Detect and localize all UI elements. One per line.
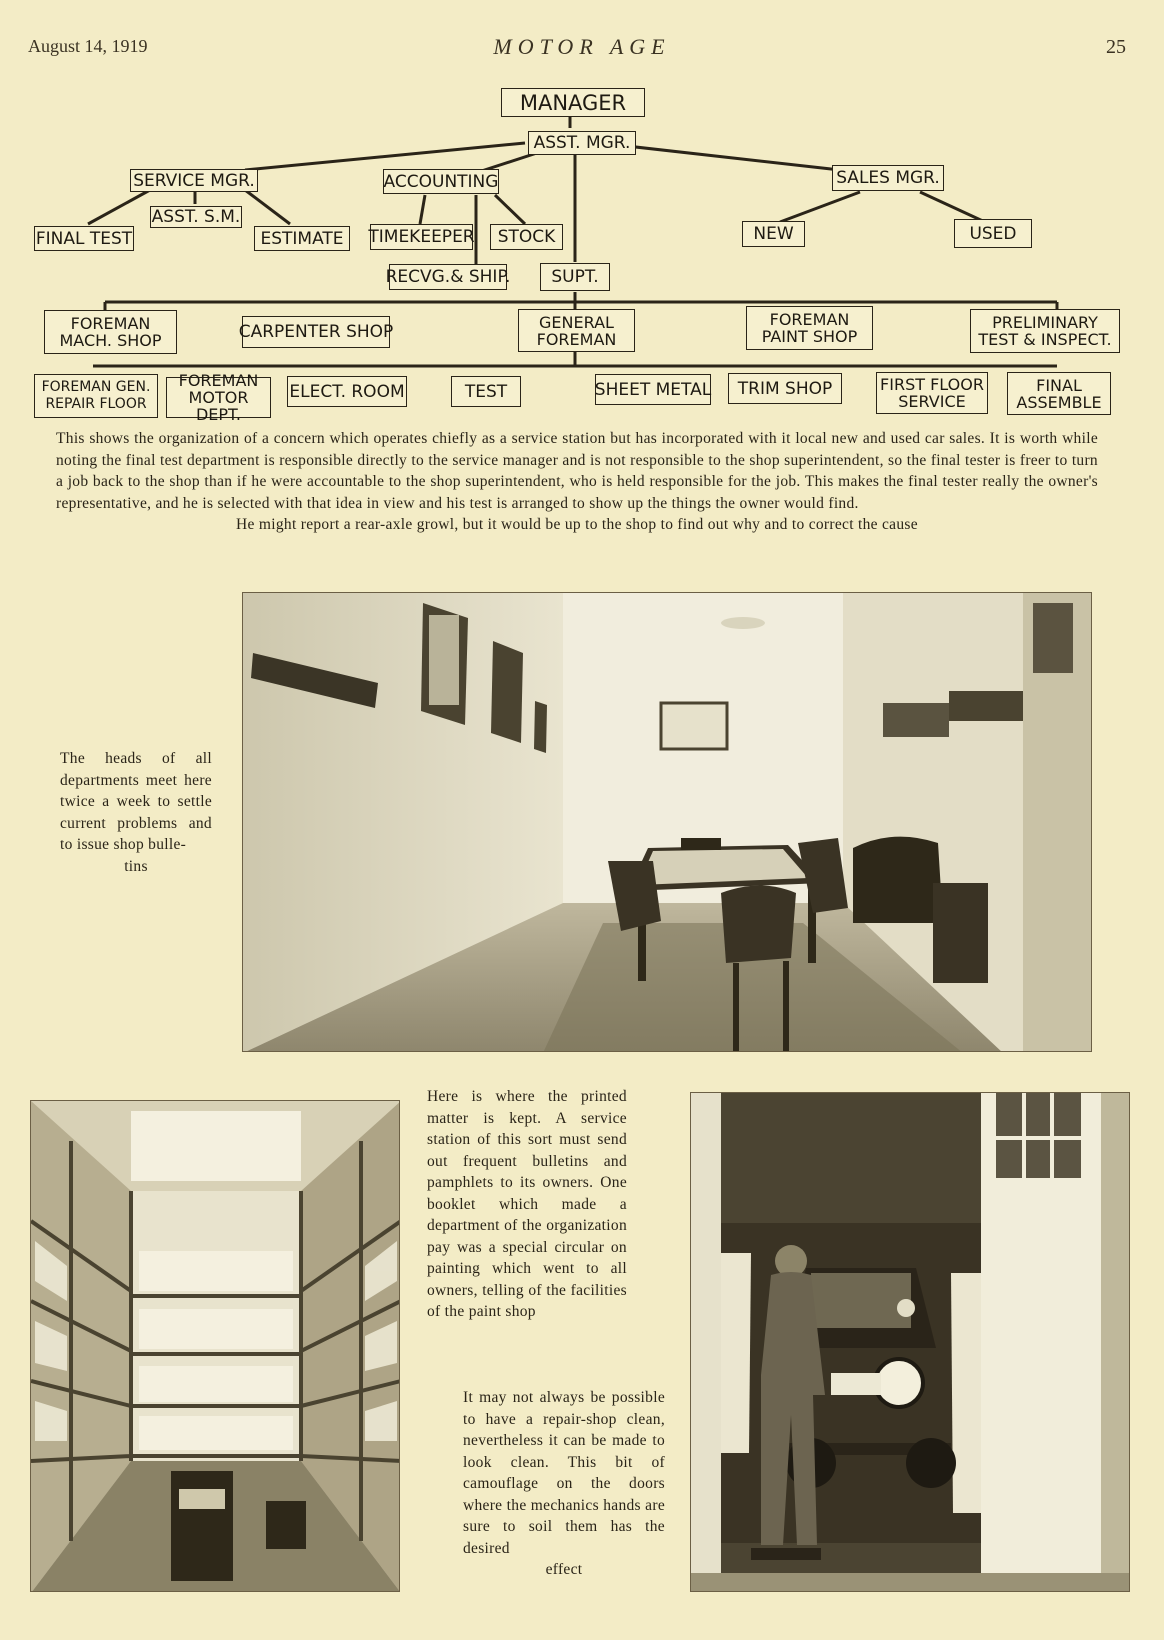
org-chart-caption: [56, 428, 1098, 536]
org-accounting: ACCOUNTING: [383, 169, 499, 194]
meeting-room-caption-last-line: tins: [124, 857, 148, 875]
org-manager: MANAGER: [501, 88, 645, 117]
org-foreman-gen-repair: FOREMAN GEN. REPAIR FLOOR: [34, 374, 158, 418]
meeting-room-illustration: [243, 593, 1092, 1052]
org-foreman-paint-shop: FOREMAN PAINT SHOP: [746, 306, 873, 350]
org-trim-shop: TRIM SHOP: [728, 373, 842, 404]
repair-shop-caption-text: It may not always be possible to have a repair-shop clean, nevertheless it can be made to look clean. This bit of camouflage on the doors where the mechanics hands are sure to soil them has the desired: [463, 1389, 665, 1557]
org-chart-caption-last-line: He might report a rear-axle growl, but it would be up to the shop to find out why and to correct the cause: [236, 516, 918, 533]
repair-shop-caption: [463, 1387, 665, 1581]
issue-date: August 14, 1919: [28, 36, 148, 56]
org-sales-mgr: SALES MGR.: [832, 165, 944, 191]
org-preliminary-test: PRELIMINARY TEST & INSPECT.: [970, 309, 1120, 353]
publication-title: MOTOR AGE: [493, 34, 671, 59]
meeting-room-caption: [60, 748, 212, 877]
org-final-test: FINAL TEST: [34, 226, 134, 251]
repair-shop-door-photo: [690, 1092, 1130, 1592]
organization-chart: [0, 0, 1164, 430]
org-used: USED: [954, 219, 1032, 248]
org-recvg-ship: RECVG.& SHIP.: [389, 264, 507, 290]
repair-shop-door-illustration: [691, 1093, 1130, 1592]
org-foreman-motor-dept: FOREMAN MOTOR DEPT.: [166, 377, 271, 418]
org-chart-caption-text: This shows the organization of a concern which operates chiefly as a service station but has incorporated with it local new and used car sales. It is worth while noting the final test department is responsible directly to the service manager and is not responsible to the shop superintendent, so the final tester is freer to turn a job back to the shop than if he were accountable to the shop superintendent, who is held responsible for the job. This makes the final tester really the owner's representative, and he is selected with that idea in view and his test is arranged to show up the things the owner would find.: [56, 430, 1098, 512]
org-final-assemble: FINAL ASSEMBLE: [1007, 372, 1111, 415]
org-foreman-mach-shop: FOREMAN MACH. SHOP: [44, 310, 177, 354]
org-timekeeper: TIMEKEEPER: [370, 224, 473, 250]
print-storage-photo: [30, 1100, 400, 1592]
org-sheet-metal: SHEET METAL: [595, 374, 711, 405]
org-new: NEW: [742, 221, 805, 247]
org-asst-mgr: ASST. MGR.: [528, 131, 636, 155]
page-number: 25: [1106, 36, 1126, 58]
org-general-foreman: GENERAL FOREMAN: [518, 309, 635, 352]
meeting-room-photo: [242, 592, 1092, 1052]
org-asst-sm: ASST. S.M.: [151, 207, 241, 227]
org-elect-room: ELECT. ROOM: [287, 376, 407, 407]
org-supt: SUPT.: [540, 263, 610, 291]
print-storage-caption: Here is where the printed matter is kept. A service station of this sort must send out frequent bulletins and pamphlets to its owners. One booklet which made a department of the organization pay was a special circular on painting which went to all owners, telling of the facilities of the paint shop: [427, 1088, 627, 1320]
org-estimate: ESTIMATE: [254, 226, 350, 251]
org-carpenter-shop: CARPENTER SHOP: [242, 316, 390, 348]
org-service-mgr: SERVICE MGR.: [130, 169, 258, 192]
repair-shop-caption-last-line: effect: [545, 1561, 583, 1578]
print-storage-illustration: [31, 1101, 400, 1592]
org-stock: STOCK: [490, 224, 563, 250]
org-test: TEST: [451, 376, 521, 407]
org-first-floor-service: FIRST FLOOR SERVICE: [876, 372, 988, 414]
meeting-room-caption-text: The heads of all departments meet here twice a week to settle current problems and to issue shop bulle-: [60, 750, 212, 853]
